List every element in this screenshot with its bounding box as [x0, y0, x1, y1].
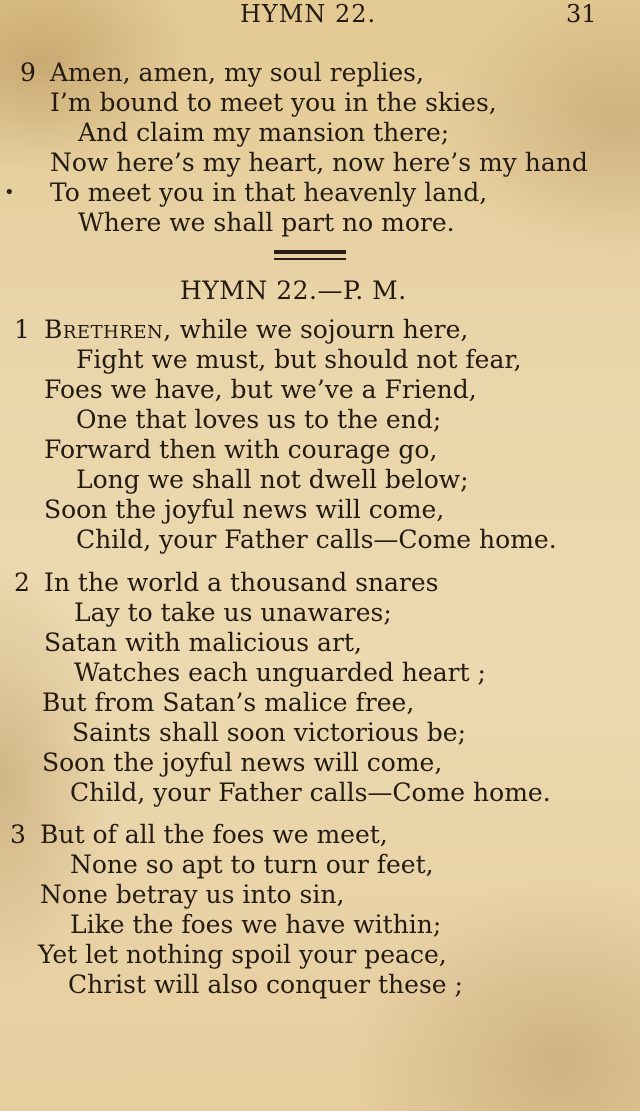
hymn-heading: HYMN 22.—P. M. [180, 276, 407, 305]
running-title: HYMN 22. [240, 0, 377, 28]
section-rule [274, 258, 346, 260]
verse-line: But of all the foes we meet, [40, 820, 388, 849]
verse-line: Forward then with courage go, [44, 435, 438, 464]
stanza-number: 9 [20, 58, 36, 87]
verse-line: Amen, amen, my soul replies, [50, 58, 424, 87]
verse-line: Watches each unguarded heart ; [74, 658, 486, 687]
verse-line: And claim my mansion there; [78, 118, 450, 147]
first-line-rest: while we sojourn here, [171, 315, 469, 344]
verse-line: To meet you in that heavenly land, [50, 178, 488, 207]
margin-mark: • [4, 182, 15, 203]
verse-line: Satan with malicious art, [44, 628, 362, 657]
running-head [0, 0, 640, 34]
stanza-number: 3 [10, 820, 26, 849]
verse-line: Foes we have, but we’ve a Friend, [44, 375, 477, 404]
verse-line: Saints shall soon victorious be; [72, 718, 467, 747]
verse-line: In the world a thousand snares [44, 568, 439, 597]
verse-line: But from Satan’s malice free, [42, 688, 415, 717]
verse-line: None so apt to turn our feet, [70, 850, 434, 879]
verse-line: Fight we must, but should not fear, [76, 345, 522, 374]
verse-line: Soon the joyful news will come, [44, 495, 445, 524]
stanza-number: 2 [14, 568, 30, 597]
verse-line: Child, your Father calls—Come home. [70, 778, 551, 807]
section-rule [274, 250, 346, 254]
verse-line: Where we shall part no more. [78, 208, 455, 237]
verse-line: Christ will also conquer these ; [68, 970, 463, 999]
verse-line: Yet let nothing spoil your peace, [38, 940, 447, 969]
verse-line [44, 315, 468, 345]
verse-line: None betray us into sin, [40, 880, 345, 909]
verse-line: I’m bound to meet you in the skies, [50, 88, 497, 117]
stanza-number: 1 [14, 315, 30, 344]
verse-line: Soon the joyful news will come, [42, 748, 443, 777]
verse-line: Lay to take us unawares; [74, 598, 392, 627]
verse-line: Now here’s my heart, now here’s my hand [50, 148, 588, 177]
first-word: Brethren, [44, 315, 172, 344]
verse-line: Like the foes we have within; [70, 910, 442, 939]
verse-line: Long we shall not dwell below; [76, 465, 469, 494]
page-number: 31 [566, 0, 597, 28]
verse-line: One that loves us to the end; [76, 405, 442, 434]
verse-line: Child, your Father calls—Come home. [76, 525, 557, 554]
